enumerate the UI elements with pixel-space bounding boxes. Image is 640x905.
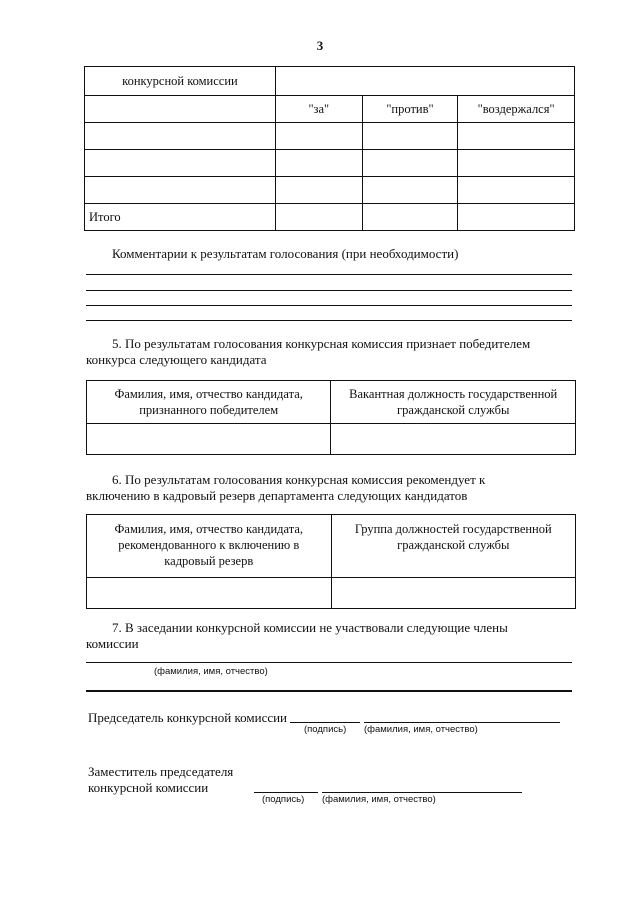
table-row xyxy=(85,204,575,231)
column-header-against: "против" xyxy=(362,96,457,123)
table-cell[interactable] xyxy=(87,424,331,455)
comment-line[interactable] xyxy=(86,305,572,306)
winner-table xyxy=(86,380,576,455)
section5-text-line2: конкурса следующего кандидата xyxy=(86,352,267,367)
comments-label: Комментарии к результатам голосования (при необходимости) xyxy=(112,246,459,261)
table-cell[interactable] xyxy=(275,123,362,150)
absent-members-caption: (фамилия, имя, отчество) xyxy=(154,666,268,677)
table-row xyxy=(87,515,576,578)
table-cell[interactable] xyxy=(85,177,276,204)
header-line: Группа должностей государственной xyxy=(354,522,552,536)
section5-text-line1: 5. По результатам голосования конкурсная комиссия признает победителем xyxy=(112,336,531,351)
absent-members-line[interactable] xyxy=(86,690,572,692)
vacancy-header xyxy=(331,381,576,424)
section6-text-line1: 6. По результатам голосования конкурсная комиссия рекомендует к xyxy=(112,472,486,487)
section7-text-line2: комиссии xyxy=(86,636,139,651)
section6-text-line2: включению в кадровый резерв департамента следующих кандидатов xyxy=(86,488,468,503)
vote-table-header-label: конкурсной комиссии xyxy=(85,67,276,96)
deputy-name-line[interactable] xyxy=(322,792,522,793)
table-row xyxy=(85,96,575,123)
reserve-table xyxy=(86,514,576,609)
chairman-sign-caption: (подпись) xyxy=(304,724,347,735)
chairman-signature-line[interactable] xyxy=(290,722,360,723)
position-group-header xyxy=(331,515,575,578)
table-cell[interactable] xyxy=(458,204,575,231)
header-line: Вакантная должность государственной xyxy=(349,387,558,401)
table-cell[interactable] xyxy=(331,578,575,609)
column-header-abstained: "воздержался" xyxy=(458,96,575,123)
deputy-sign-caption: (подпись) xyxy=(262,794,305,805)
table-cell xyxy=(85,96,276,123)
table-cell[interactable] xyxy=(362,123,457,150)
column-header-for: "за" xyxy=(275,96,362,123)
table-cell[interactable] xyxy=(331,424,576,455)
table-cell[interactable] xyxy=(85,123,276,150)
chairman-name-line[interactable] xyxy=(364,722,560,723)
comment-line[interactable] xyxy=(86,320,572,321)
table-row xyxy=(85,67,575,96)
winner-name-header xyxy=(87,381,331,424)
header-line: кадровый резерв xyxy=(164,554,254,568)
header-line: гражданской службы xyxy=(397,403,510,417)
reserve-name-header xyxy=(87,515,332,578)
total-label: Итого xyxy=(85,204,276,231)
header-line: Фамилия, имя, отчество кандидата, xyxy=(114,522,304,536)
absent-members-line[interactable] xyxy=(86,662,572,663)
table-cell[interactable] xyxy=(85,150,276,177)
table-cell[interactable] xyxy=(275,150,362,177)
table-cell[interactable] xyxy=(362,150,457,177)
deputy-label-line2: конкурсной комиссии xyxy=(88,780,209,795)
table-cell[interactable] xyxy=(275,204,362,231)
deputy-signature-line[interactable] xyxy=(254,792,318,793)
header-line: рекомендованного к включению в xyxy=(118,538,300,552)
chairman-label: Председатель конкурсной комиссии xyxy=(88,710,288,725)
section7-text-line1: 7. В заседании конкурсной комиссии не участвовали следующие члены xyxy=(112,620,508,635)
deputy-name-caption: (фамилия, имя, отчество) xyxy=(322,794,436,805)
table-cell[interactable] xyxy=(87,578,332,609)
table-cell[interactable] xyxy=(458,123,575,150)
table-cell[interactable] xyxy=(275,177,362,204)
table-row xyxy=(87,424,576,455)
table-row xyxy=(85,177,575,204)
comment-line[interactable] xyxy=(86,290,572,291)
table-row xyxy=(87,381,576,424)
table-cell[interactable] xyxy=(362,204,457,231)
header-line: Фамилия, имя, отчество кандидата, xyxy=(114,387,303,401)
table-cell xyxy=(275,67,574,96)
comment-line[interactable] xyxy=(86,274,572,275)
table-cell[interactable] xyxy=(362,177,457,204)
table-cell[interactable] xyxy=(458,177,575,204)
page-number: 3 xyxy=(316,38,324,53)
chairman-name-caption: (фамилия, имя, отчество) xyxy=(364,724,478,735)
vote-table xyxy=(84,66,575,231)
header-line: признанного победителем xyxy=(139,403,279,417)
table-row xyxy=(87,578,576,609)
table-cell[interactable] xyxy=(458,150,575,177)
deputy-label-line1: Заместитель председателя xyxy=(88,764,234,779)
table-row xyxy=(85,123,575,150)
table-row xyxy=(85,150,575,177)
header-line: гражданской службы xyxy=(397,538,510,552)
